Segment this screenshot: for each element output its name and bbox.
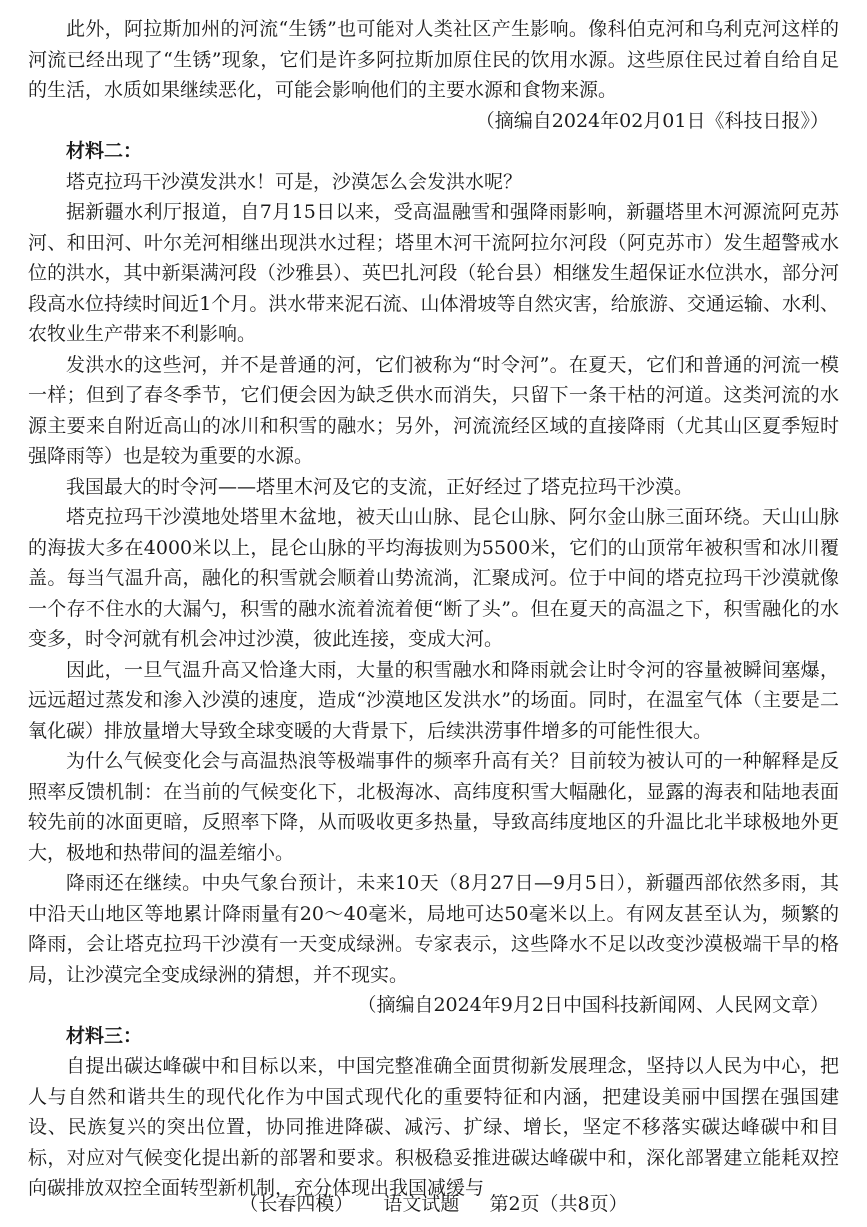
source-citation: （摘编自2024年9月2日中国科技新闻网、人民网文章） — [357, 994, 829, 1016]
body-paragraph: 发洪水的这些河，并不是普通的河，它们被称为“时令河”。在夏天，它们和普通的河流一模一样；但到了春冬季节，它们便会因为缺乏供水而消失，只留下一条干枯的河道。这类河流的水源主要来自附近高山的冰川和积雪的融水；另外，河流流经区域的直接降雨（尤其山区夏季短时强降雨等）也是较为重要的水源。 — [28, 353, 839, 467]
body-paragraph: 降雨还在继续。中央气象台预计，未来10天（8月27日—9月5日），新疆西部依然多雨，其中沿天山地区等地累计降雨量有20～40毫米，局地可达50毫米以上。有网友甚至认为，频繁的降雨，会让塔克拉玛干沙漠有一天变成绿洲。专家表示，这些降水不足以改变沙漠极端干旱的格局，让沙漠完全变成绿洲的猜想，并不现实。 — [28, 872, 839, 986]
body-paragraph: 自提出碳达峰碳中和目标以来，中国完整准确全面贯彻新发展理念，坚持以人民为中心，把人与自然和谐共生的现代化作为中国式现代化的重要特征和内涵，把建设美丽中国摆在强国建设、民族复兴的突出位置，协同推进降碳、减污、扩绿、增长，坚定不移落实碳达峰碳中和目标，对应对气候变化提出新的部署和要求。积极稳妥推进碳达峰碳中和，深化部署建立能耗双控向碳排放双控全面转型新机制，充分体现出我国减缓与 — [28, 1055, 839, 1199]
body-paragraph: 据新疆水利厅报道，自7月15日以来，受高温融雪和强降雨影响，新疆塔里木河源流阿克苏河、和田河、叶尔羌河相继出现洪水过程；塔里木河干流阿拉尔河段（阿克苏市）发生超警戒水位的洪水，其中新渠满河段（沙雅县）、英巴扎河段（轮台县）相继发生超保证水位洪水，部分河段高水位持续时间近1个月。洪水带来泥石流、山体滑坡等自然灾害，给旅游、交通运输、水利、农牧业生产带来不利影响。 — [28, 201, 839, 345]
footer-subject: 语文试题 — [383, 1193, 460, 1215]
source-citation: （摘编自2024年02月01日《科技日报》） — [475, 109, 829, 132]
section-heading: 材料三： — [66, 1024, 143, 1047]
footer-page-number: 第2页（共8页） — [489, 1193, 628, 1215]
body-paragraph: 此外，阿拉斯加州的河流“生锈”也可能对人类社区产生影响。像科伯克河和乌利克河这样的河流已经出现了“生锈”现象，它们是许多阿拉斯加原住民的饮用水源。这些原住民过着自给自足的生活，水质如果继续恶化，可能会影响他们的主要水源和食物来源。 — [28, 18, 839, 101]
body-paragraph: 我国最大的时令河——塔里木河及它的支流，正好经过了塔克拉玛干沙漠。 — [66, 475, 694, 498]
body-paragraph: 因此，一旦气温升高又恰逢大雨，大量的积雪融水和降雨就会让时令河的容量被瞬间塞爆，远远超过蒸发和渗入沙漠的速度，造成“沙漠地区发洪水”的场面。同时，在温室气体（主要是二氧化碳）排放量增大导致全球变暖的大背景下，后续洪涝事件增多的可能性很大。 — [28, 658, 839, 742]
body-paragraph: 为什么气候变化会与高温热浪等极端事件的频率升高有关？目前较为被认可的一种解释是反照率反馈机制：在当前的气候变化下，北极海冰、高纬度积雪大幅融化，显露的海表和陆地表面较先前的冰面更暗，反照率下降，从而吸收更多热量，导致高纬度地区的升温比北半球极地外更大，极地和热带间的温差缩小。 — [28, 750, 839, 864]
footer-exam-name: （长春四模） — [239, 1193, 354, 1215]
section-heading: 材料二： — [66, 140, 143, 162]
body-paragraph: 塔克拉玛干沙漠发洪水！可是，沙漠怎么会发洪水呢？ — [66, 170, 523, 193]
page-footer — [0, 1191, 867, 1217]
body-paragraph: 塔克拉玛干沙漠地处塔里木盆地，被天山山脉、昆仑山脉、阿尔金山脉三面环绕。天山山脉的海拔大多在4000米以上，昆仑山脉的平均海拔则为5500米，它们的山顶常年被积雪和冰川覆盖。每当气温升高，融化的积雪就会顺着山势流淌，汇聚成河。位于中间的塔克拉玛干沙漠就像一个存不住水的大漏勺，积雪的融水流着流着便“断了头”。但在夏天的高温之下，积雪融化的水变多，时令河就有机会冲过沙漠，彼此连接，变成大河。 — [28, 506, 839, 650]
article-body — [28, 14, 839, 1204]
